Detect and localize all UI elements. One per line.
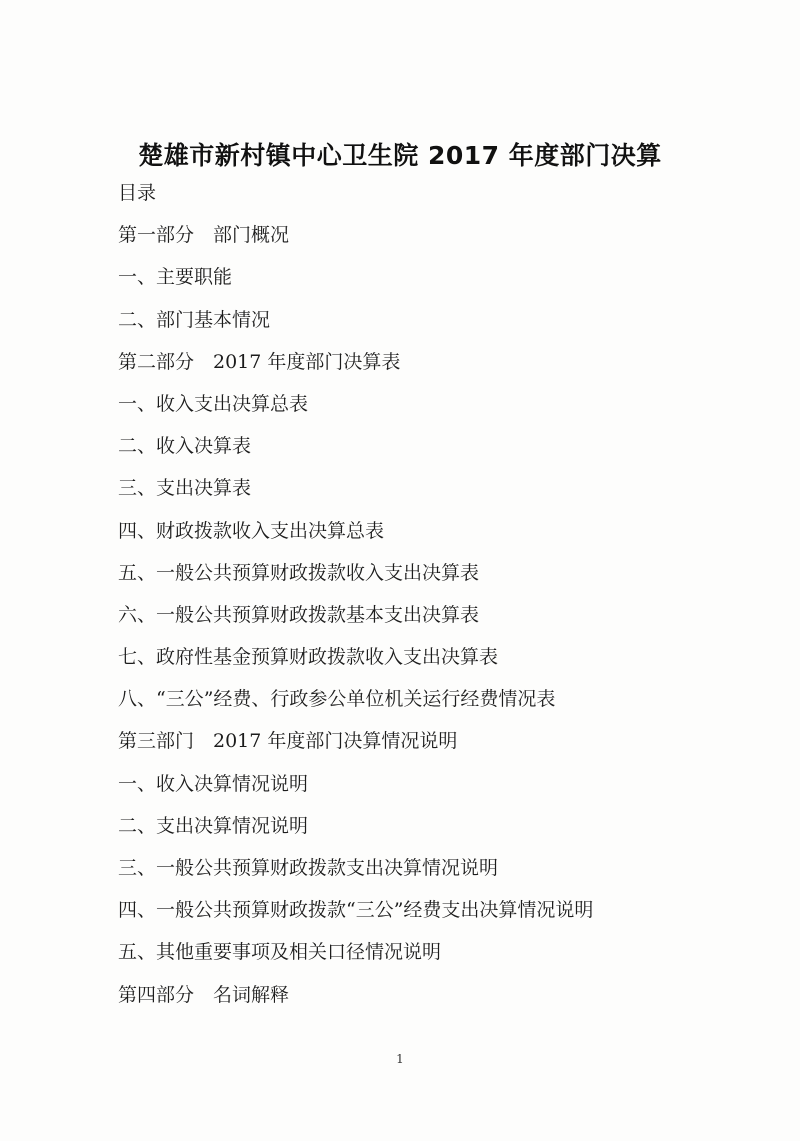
toc-entry: 七、政府性基金预算财政拨款收入支出决算表 bbox=[118, 646, 499, 669]
document-title: 楚雄市新村镇中心卫生院 2017 年度部门决算 bbox=[138, 141, 662, 170]
toc-entry: 四、一般公共预算财政拨款“三公”经费支出决算情况说明 bbox=[118, 899, 594, 922]
toc-entry: 三、支出决算表 bbox=[118, 477, 252, 500]
toc-entry: 第四部分 名词解释 bbox=[118, 983, 290, 1006]
page-number: 1 bbox=[396, 1052, 404, 1066]
toc-entry: 第一部分 部门概况 bbox=[118, 224, 290, 247]
toc-entry: 六、一般公共预算财政拨款基本支出决算表 bbox=[118, 603, 480, 626]
toc-entry: 二、部门基本情况 bbox=[118, 308, 271, 331]
toc-entry: 一、收入支出决算总表 bbox=[118, 392, 309, 415]
toc-entry: 三、一般公共预算财政拨款支出决算情况说明 bbox=[118, 857, 499, 879]
toc-entry: 第三部门 2017 年度部门决算情况说明 bbox=[118, 730, 458, 753]
toc-entry: 二、收入决算表 bbox=[118, 435, 252, 458]
toc-heading: 目录 bbox=[118, 182, 157, 204]
toc-entry: 五、一般公共预算财政拨款收入支出决算表 bbox=[118, 561, 480, 584]
toc-entry: 四、财政拨款收入支出决算总表 bbox=[118, 519, 385, 542]
toc-entry: 第二部分 2017 年度部门决算表 bbox=[118, 350, 401, 373]
toc-entry: 一、收入决算情况说明 bbox=[118, 772, 309, 795]
toc-entry: 八、“三公”经费、行政参公单位机关运行经费情况表 bbox=[118, 688, 556, 711]
toc-entry: 二、支出决算情况说明 bbox=[118, 814, 309, 837]
toc-entry: 一、主要职能 bbox=[118, 266, 233, 289]
table-of-contents bbox=[118, 178, 758, 1022]
toc-entry: 五、其他重要事项及相关口径情况说明 bbox=[118, 941, 442, 964]
